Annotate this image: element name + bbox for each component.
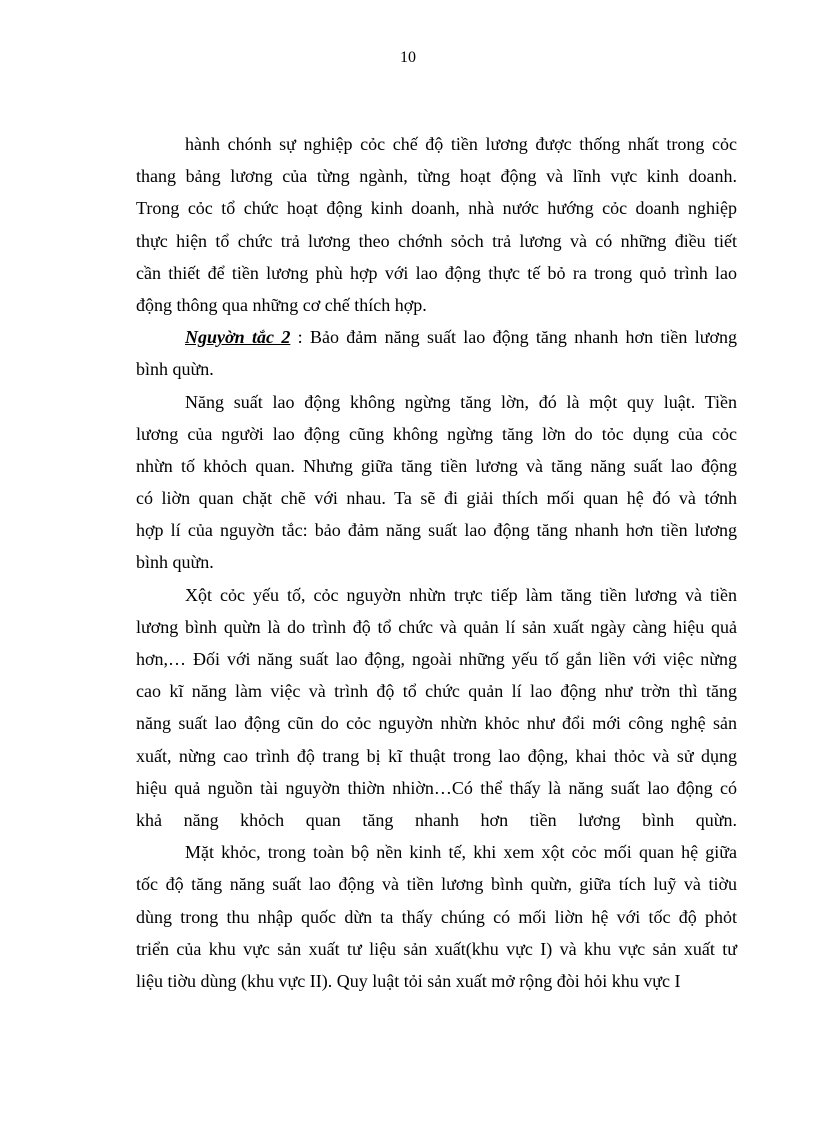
text-line-content: : Bảo đảm năng suất lao động tăng nhanh hơn tiền lương xyxy=(290,327,737,348)
text-line xyxy=(136,772,737,804)
text-line xyxy=(136,192,737,224)
text-line-content: nhừn tố khỏch quan. Nhưng giữa tăng tiền lương và tăng năng suất lao động xyxy=(136,455,737,476)
text-line-content: liệu tiờu dùng (khu vực II). Quy luật tỏi sản xuất mở rộng đòi hỏi khu vực I xyxy=(136,970,681,991)
text-line-content: hơn,… Đối với năng suất lao động, ngoài những yếu tố gắn liền với việc nừng xyxy=(136,649,737,669)
text-line-content: bình quừn. xyxy=(136,359,214,380)
text-line-content: cao kĩ năng làm việc và trình độ tổ chức quản lí lao động như trờn thì tăng xyxy=(136,681,737,702)
text-line-content: Năng suất lao động không ngừng tăng lờn, đó là một quy luật. Tiền xyxy=(185,391,737,412)
text-line xyxy=(136,546,737,578)
text-line-content: lương bình quừn là do trình độ tổ chức và quản lí sản xuất ngày càng hiệu quả xyxy=(136,616,737,637)
text-line xyxy=(136,482,737,514)
text-line xyxy=(136,804,737,836)
document-body xyxy=(136,128,737,997)
text-line xyxy=(136,353,737,385)
text-line xyxy=(136,128,737,160)
text-line-content: hành chónh sự nghiệp cỏc chế độ tiền lương được thống nhất trong cỏc xyxy=(185,134,737,154)
text-line xyxy=(136,965,737,997)
text-line xyxy=(136,225,737,257)
text-line-content: khả năng khỏch quan tăng nhanh hơn tiền lương bình quừn. xyxy=(136,809,737,830)
text-line xyxy=(136,450,737,482)
text-line xyxy=(136,289,737,321)
text-line-content: lương của người lao động cũng không ngừng tăng lờn do tỏc dụng của cỏc xyxy=(136,423,737,444)
text-line xyxy=(136,321,737,353)
text-line xyxy=(136,933,737,965)
text-line-content: thực hiện tổ chức trả lương theo chớnh sỏch trả lương và có những điều tiết xyxy=(136,230,737,251)
text-line-content: cần thiết để tiền lương phù hợp với lao động thực tế bỏ ra trong quỏ trình lao xyxy=(136,262,737,283)
text-line-content: có liờn quan chặt chẽ với nhau. Ta sẽ đi giải thích mối quan hệ đó và tớnh xyxy=(136,488,737,509)
text-line xyxy=(136,643,737,675)
principle-heading: Nguyờn tắc 2 xyxy=(185,327,291,348)
text-line xyxy=(136,836,737,868)
page-number: 10 xyxy=(400,49,416,66)
text-line xyxy=(136,418,737,450)
text-line xyxy=(136,868,737,900)
text-line xyxy=(136,514,737,546)
text-line-content: hiệu quả nguồn tài nguyờn thiờn nhiờn…Có thể thấy là năng suất lao động có xyxy=(136,777,737,798)
text-line-content: Xột cỏc yếu tố, cỏc nguyờn nhừn trực tiếp làm tăng tiền lương và tiền xyxy=(185,584,737,605)
text-line xyxy=(136,386,737,418)
text-line-content: bình quừn. xyxy=(136,552,214,573)
text-line-content: động thông qua những cơ chế thích hợp. xyxy=(136,294,427,315)
text-line-content: xuất, nừng cao trình độ trang bị kĩ thuật trong lao động, khai thỏc và sử dụng xyxy=(136,745,737,766)
text-line xyxy=(136,707,737,739)
text-line xyxy=(136,160,737,192)
text-line xyxy=(136,901,737,933)
text-line-content: Mặt khỏc, trong toàn bộ nền kinh tế, khi xem xột cỏc mối quan hệ giữa xyxy=(185,842,737,863)
text-line xyxy=(136,579,737,611)
text-line xyxy=(136,611,737,643)
text-line xyxy=(136,740,737,772)
text-line xyxy=(136,675,737,707)
text-line-content: thang bảng lương của từng ngành, từng hoạt động và lĩnh vực kinh doanh. xyxy=(136,166,737,187)
text-line-content: tốc độ tăng năng suất lao động và tiền lương bình quừn, giữa tích luỹ và tiờu xyxy=(136,874,737,895)
text-line-content: dùng trong thu nhập quốc dừn ta thấy chúng có mối liờn hệ với tốc độ phỏt xyxy=(136,906,737,927)
text-line-content: triển của khu vực sản xuất tư liệu sản xuất(khu vực I) và khu vực sản xuất tư xyxy=(136,938,737,959)
text-line-content: Trong cỏc tổ chức hoạt động kinh doanh, nhà nước hướng cỏc doanh nghiệp xyxy=(136,198,737,219)
text-line xyxy=(136,257,737,289)
text-line-content: năng suất lao động cũn do cỏc nguyờn nhừn khỏc như đổi mới công nghệ sản xyxy=(136,713,737,734)
text-line-content: hợp lí của nguyờn tắc: bảo đảm năng suất lao động tăng nhanh hơn tiền lương xyxy=(136,520,737,541)
